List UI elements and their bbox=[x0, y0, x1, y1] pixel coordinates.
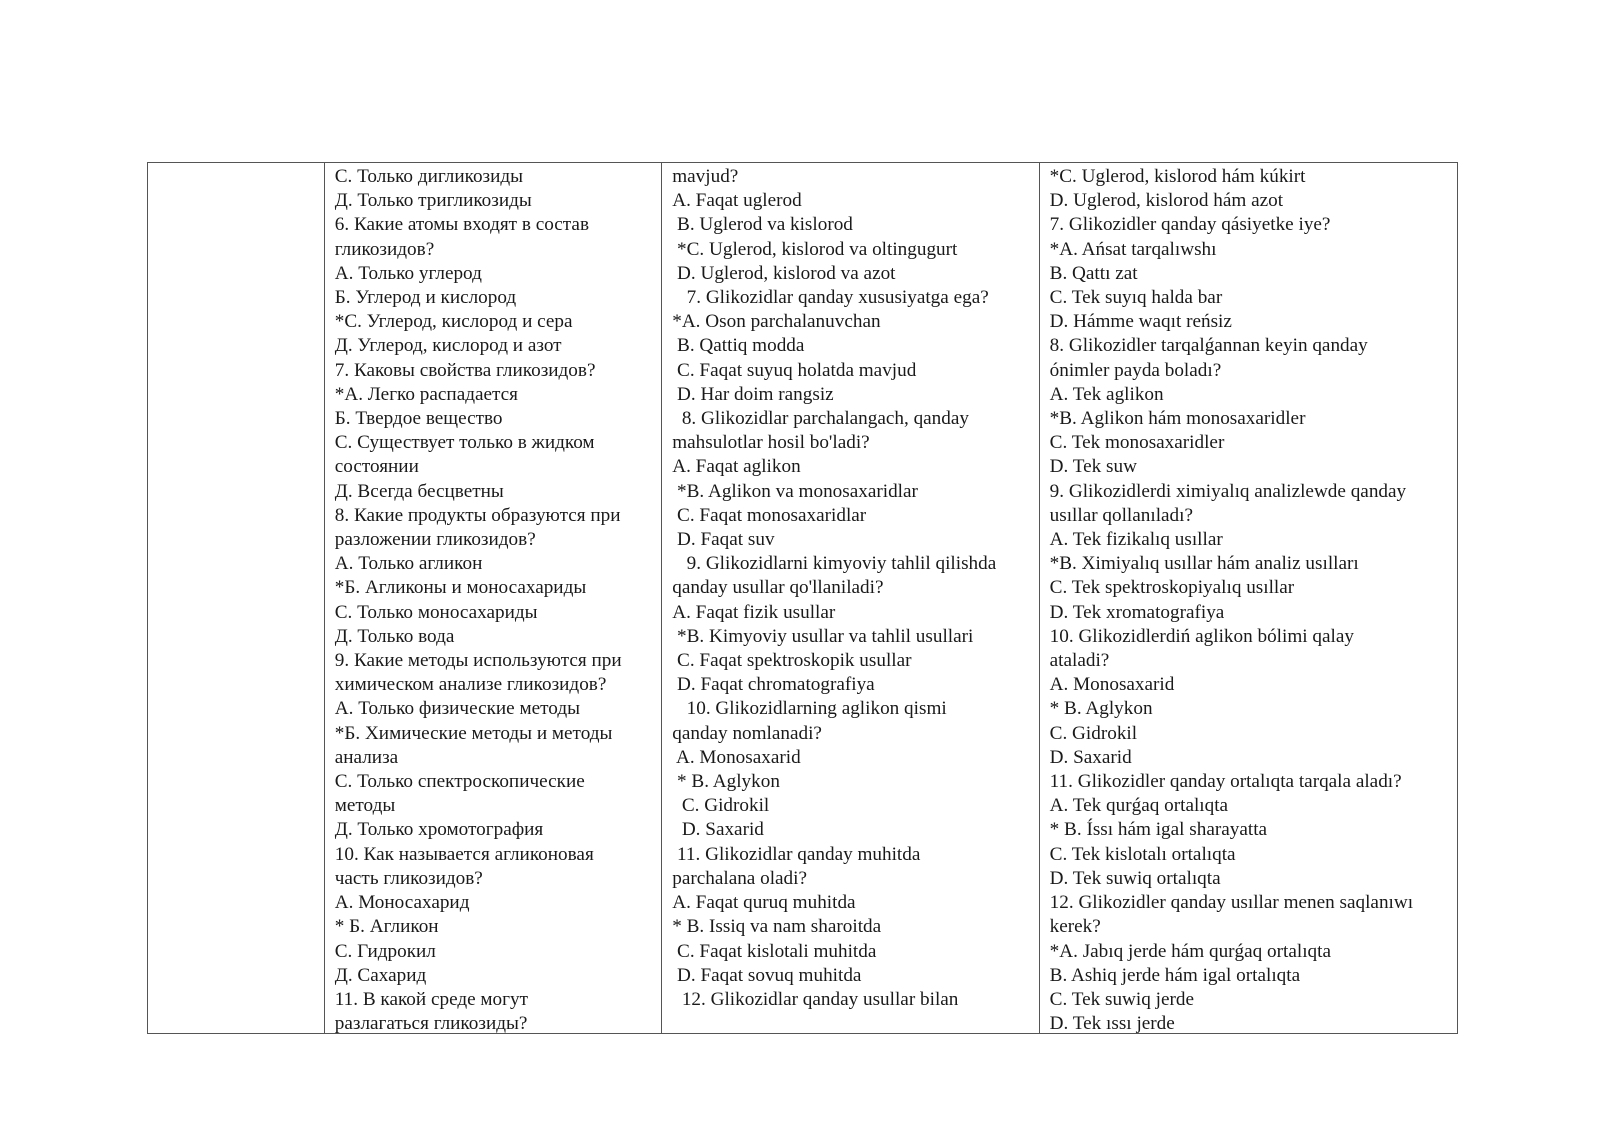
text-line: 9. Glikozidlarni kimyoviy tahlil qilishda bbox=[672, 553, 997, 575]
text-line: 12. Glikozidler qanday usıllar menen saqlanıwı bbox=[1049, 892, 1414, 914]
text-line: mahsulotlar hosil bo'ladi? bbox=[672, 432, 870, 454]
text-line: B. Ashiq jerde hám igal ortalıqta bbox=[1049, 964, 1301, 986]
text-line: A. Faqat uglerod bbox=[672, 190, 802, 212]
text-line: С. Только моносахариды bbox=[334, 601, 538, 623]
text-line: usıllar qollanıladı? bbox=[1049, 504, 1193, 526]
text-line: состоянии bbox=[334, 456, 419, 478]
text-line: методы bbox=[334, 795, 396, 817]
text-line: * B. Aglykon bbox=[1049, 698, 1153, 720]
text-line: С. Гидрокил bbox=[334, 940, 436, 962]
text-line: A. Faqat aglikon bbox=[672, 456, 801, 478]
text-line: 8. Glikozidlar parchalangach, qanday bbox=[672, 408, 969, 430]
text-line: *Б. Агликоны и моносахариды bbox=[334, 577, 587, 599]
text-line: D. Saxarid bbox=[1049, 746, 1132, 768]
table-cell-russian bbox=[324, 163, 661, 1033]
text-line: qanday usullar qo'llaniladi? bbox=[672, 577, 884, 599]
text-line: A. Tek fizikalıq usıllar bbox=[1049, 529, 1223, 551]
text-line: Д. Только тригликозиды bbox=[334, 190, 532, 212]
text-line: C. Tek monosaxaridler bbox=[1049, 432, 1225, 454]
text-line: D. Faqat sovuq muhitda bbox=[672, 964, 862, 986]
text-line: *А. Легко распадается bbox=[334, 383, 518, 405]
text-line: часть гликозидов? bbox=[334, 867, 483, 889]
text-line: Д. Сахарид bbox=[334, 964, 427, 986]
text-line: *Б. Химические методы и методы bbox=[334, 722, 613, 744]
text-line: разлагаться гликозиды? bbox=[334, 1013, 528, 1033]
text-line: 8. Glikozidler tarqalǵannan keyin qanday bbox=[1049, 335, 1368, 357]
text-line: 9. Какие методы используются при bbox=[334, 650, 622, 672]
text-line: 10. Glikozidlarning aglikon qismi bbox=[672, 698, 947, 720]
text-line: C. Faqat suyuq holatda mavjud bbox=[672, 359, 917, 381]
text-line: D. Uglerod, kislorod hám azot bbox=[1049, 190, 1284, 212]
text-line: *C. Uglerod, kislorod hám kúkirt bbox=[1049, 166, 1306, 187]
text-line: 11. В какой среде могут bbox=[334, 988, 529, 1010]
text-line: D. Tek suwiq ortalıqta bbox=[1049, 867, 1221, 889]
text-line: 8. Какие продукты образуются при bbox=[334, 504, 621, 526]
text-line: 12. Glikozidlar qanday usullar bilan bbox=[672, 988, 959, 1010]
text-line: Б. Углерод и кислород bbox=[334, 287, 517, 309]
text-line: D. Har doim rangsiz bbox=[672, 383, 834, 405]
questions-table bbox=[147, 162, 1458, 1034]
text-line: C. Tek spektroskopiyalıq usıllar bbox=[1049, 577, 1295, 599]
text-line: A. Faqat fizik usullar bbox=[672, 601, 836, 623]
text-line: D. Tek suw bbox=[1049, 456, 1137, 478]
table-cell-uzbek bbox=[661, 163, 1038, 1033]
text-line: parchalana oladi? bbox=[672, 867, 807, 889]
text-line: *B. Aglikon hám monosaxaridler bbox=[1049, 408, 1306, 430]
text-line: гликозидов? bbox=[334, 238, 435, 260]
text-line: mavjud? bbox=[672, 166, 739, 187]
table-cell-karakalpak bbox=[1039, 163, 1457, 1033]
text-line: D. Tek ıssı jerde bbox=[1049, 1013, 1175, 1033]
text-line: *A. Ańsat tarqalıwshı bbox=[1049, 238, 1217, 260]
text-line: С. Только спектроскопические bbox=[334, 771, 585, 793]
text-line: А. Только агликон bbox=[334, 553, 483, 575]
text-line: D. Uglerod, kislorod va azot bbox=[672, 262, 896, 284]
text-line: Д. Всегда бесцветны bbox=[334, 480, 504, 502]
text-line: D. Faqat suv bbox=[672, 529, 775, 551]
text-line: A. Tek aglikon bbox=[1049, 383, 1164, 405]
text-line: 6. Какие атомы входят в состав bbox=[334, 214, 590, 236]
text-line: 10. Glikozidlerdiń aglikon bólimi qalay bbox=[1049, 625, 1354, 647]
text-line: B. Qattiq modda bbox=[672, 335, 805, 357]
text-line: Б. Твердое вещество bbox=[334, 408, 503, 430]
text-line: D. Tek xromatografiya bbox=[1049, 601, 1225, 623]
text-line: Д. Только хромотография bbox=[334, 819, 544, 841]
text-line: 10. Как называется агликоновая bbox=[334, 843, 594, 865]
text-line: 11. Glikozidler qanday ortalıqta tarqala aladı? bbox=[1049, 771, 1402, 793]
text-line: C. Faqat kislotali muhitda bbox=[672, 940, 877, 962]
text-line: C. Tek kislotalı ortalıqta bbox=[1049, 843, 1236, 865]
text-line: *A. Oson parchalanuvchan bbox=[672, 311, 881, 333]
text-line: ónimler payda boladı? bbox=[1049, 359, 1222, 381]
text-line: kerek? bbox=[1049, 916, 1101, 938]
text-line: А. Только физические методы bbox=[334, 698, 580, 720]
text-line: Д. Только вода bbox=[334, 625, 455, 647]
text-line: разложении гликозидов? bbox=[334, 529, 536, 551]
text-line: *A. Jabıq jerde hám qurǵaq ortalıqta bbox=[1049, 940, 1331, 962]
text-line: *B. Kimyoviy usullar va tahlil usullari bbox=[672, 625, 974, 647]
text-line: анализа bbox=[334, 746, 399, 768]
text-line: 7. Каковы свойства гликозидов? bbox=[334, 359, 596, 381]
text-line: * B. Íssı hám igal sharayatta bbox=[1049, 819, 1268, 841]
text-line: 7. Glikozidlar qanday xususiyatga ega? bbox=[672, 287, 989, 309]
text-line: D. Faqat chromatografiya bbox=[672, 674, 875, 696]
text-line: C. Gidrokil bbox=[672, 795, 770, 817]
text-line: B. Uglerod va kislorod bbox=[672, 214, 853, 236]
text-line: A. Monosaxarid bbox=[672, 746, 801, 768]
text-line: *B. Ximiyalıq usıllar hám analiz usılları bbox=[1049, 553, 1359, 575]
text-line: С. Существует только в жидком bbox=[334, 432, 595, 454]
text-line: D. Hámme waqıt reńsiz bbox=[1049, 311, 1232, 333]
text-line: D. Saxarid bbox=[672, 819, 764, 841]
text-line: *С. Углерод, кислород и сера bbox=[334, 311, 573, 333]
text-line: ataladi? bbox=[1049, 650, 1110, 672]
text-line: C. Tek suyıq halda bar bbox=[1049, 287, 1223, 309]
text-line: Д. Углерод, кислород и азот bbox=[334, 335, 562, 357]
text-line: 9. Glikozidlerdi ximiyalıq analizlewde qanday bbox=[1049, 480, 1407, 502]
text-line: C. Faqat spektroskopik usullar bbox=[672, 650, 912, 672]
text-line: * B. Issiq va nam sharoitda bbox=[672, 916, 882, 938]
text-line: qanday nomlanadi? bbox=[672, 722, 822, 744]
text-line: B. Qattı zat bbox=[1049, 262, 1138, 284]
text-line: A. Tek qurǵaq ortalıqta bbox=[1049, 795, 1229, 817]
text-line: А. Только углерод bbox=[334, 262, 482, 284]
text-line: химическом анализе гликозидов? bbox=[334, 674, 607, 696]
text-line: *B. Aglikon va monosaxaridlar bbox=[672, 480, 918, 502]
text-line: 7. Glikozidler qanday qásiyetke iye? bbox=[1049, 214, 1331, 236]
text-line: * B. Aglykon bbox=[672, 771, 780, 793]
text-line: А. Моносахарид bbox=[334, 892, 470, 914]
text-line: * Б. Агликон bbox=[334, 916, 439, 938]
table-cell-empty bbox=[148, 163, 324, 1033]
text-line: C. Faqat monosaxaridlar bbox=[672, 504, 867, 526]
text-line: C. Gidrokil bbox=[1049, 722, 1138, 744]
text-line: 11. Glikozidlar qanday muhitda bbox=[672, 843, 921, 865]
text-line: A. Monosaxarid bbox=[1049, 674, 1175, 696]
text-line: С. Только дигликозиды bbox=[334, 166, 524, 187]
text-line: A. Faqat quruq muhitda bbox=[672, 892, 856, 914]
text-line: *C. Uglerod, kislorod va oltingugurt bbox=[672, 238, 958, 260]
text-line: C. Tek suwiq jerde bbox=[1049, 988, 1194, 1010]
